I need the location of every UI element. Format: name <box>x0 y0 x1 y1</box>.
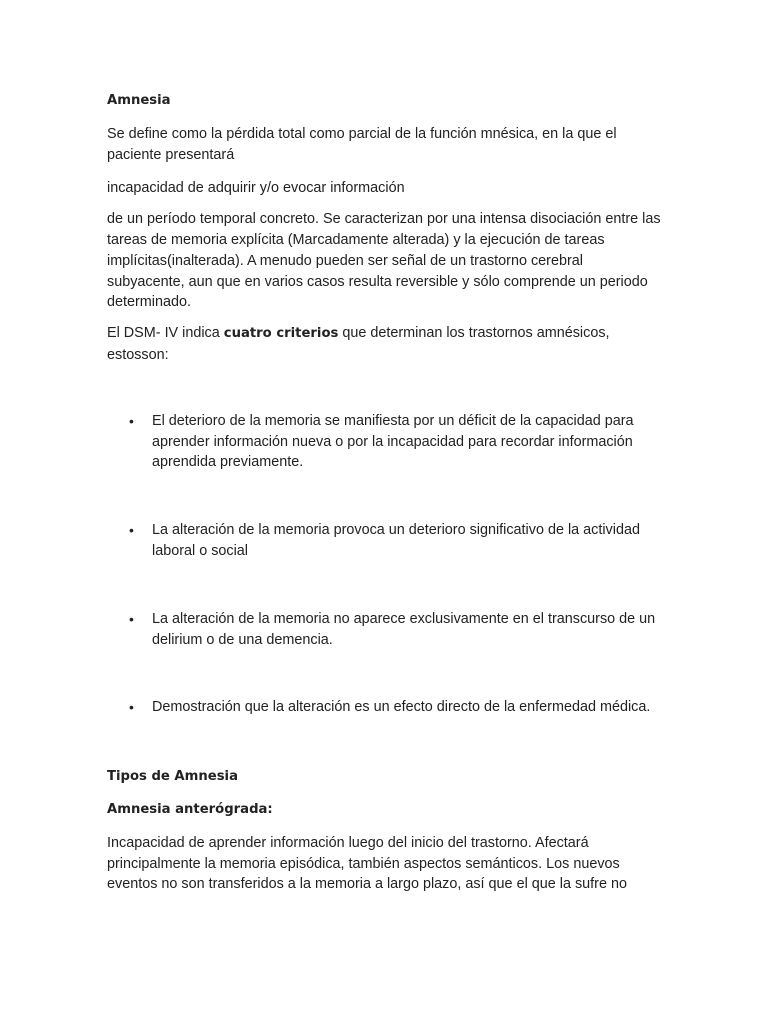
criteria-list <box>107 411 662 718</box>
document-body <box>107 91 662 895</box>
bullet-icon: • <box>129 610 134 627</box>
definition-paragraph: Se define como la pérdida total como parcial de la función mnésica, en la que el paciente presentará <box>107 125 617 163</box>
bullet-icon: • <box>129 522 134 539</box>
bullet-icon: • <box>129 699 134 716</box>
list-item <box>107 411 662 473</box>
period-paragraph: de un período temporal concreto. Se caracterizan por una intensa disociación entre las tareas de memoria explícita (Marcadamente alterada) y la ejecución de tareas implícitas(inalterada). A menudo pueden ser señal de un trastorno cerebral subyacente, aun que en varios casos resulta reversible y sólo comprende un periodo determinado. <box>107 211 661 311</box>
dsm-criteria-bold: cuatro criterios <box>223 326 339 342</box>
list-item <box>107 520 662 562</box>
section-title-tipos: Tipos de Amnesia <box>107 769 238 785</box>
section-title-amnesia: Amnesia <box>107 93 171 108</box>
incapacity-paragraph: incapacidad de adquirir y/o evocar información <box>107 180 405 197</box>
list-item <box>107 609 662 651</box>
dsm-text-after: que determinan los trastornos amnésicos, estosson: <box>107 325 610 363</box>
dsm-text-before: El DSM- IV indica <box>107 325 224 342</box>
criteria-text: Demostración que la alteración es un efecto directo de la enfermedad médica. <box>152 699 651 716</box>
list-item <box>107 697 662 718</box>
dsm-paragraph <box>107 323 662 366</box>
bullet-icon: • <box>129 412 134 429</box>
criteria-text: La alteración de la memoria provoca un deterioro significativo de la actividad laboral o social <box>152 522 640 559</box>
anterograda-paragraph: Incapacidad de aprender información luego del inicio del trastorno. Afectará principalmente la memoria episódica, también aspectos semánticos. Los nuevos eventos no son transferidos a la memoria a largo plazo, así que el que la sufre no <box>107 834 627 893</box>
criteria-text: El deterioro de la memoria se manifiesta por un déficit de la capacidad para aprender información nueva o por la incapacidad para recordar información aprendida previamente. <box>152 412 634 471</box>
criteria-text: La alteración de la memoria no aparece exclusivamente en el transcurso de un delirium o de una demencia. <box>152 610 656 648</box>
subsection-title-anterograda: Amnesia anterógrada: <box>107 801 273 817</box>
